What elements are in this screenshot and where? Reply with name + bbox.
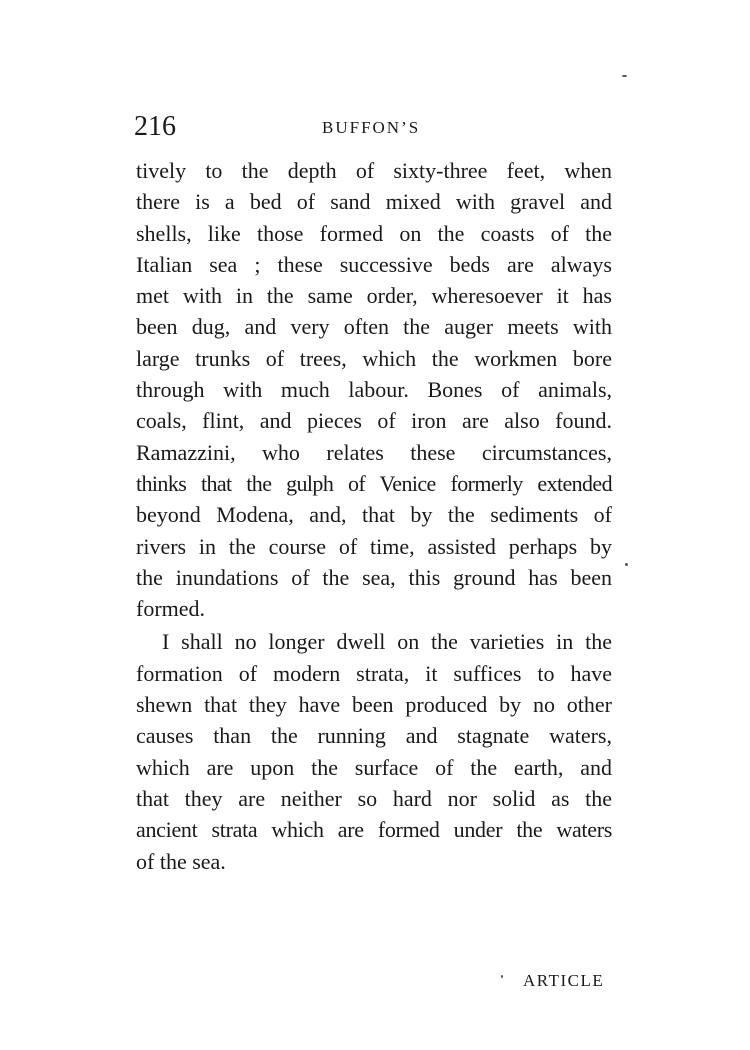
text-line: thinks that the gulph of Venice formerly extended — [136, 470, 612, 496]
text-line: formation of modern strata, it suffices to have — [136, 660, 612, 686]
text-line: beyond Modena, and, that by the sediments of — [136, 502, 612, 528]
text-line: that they are neither so hard nor solid as the — [136, 785, 612, 811]
paragraph-1 — [136, 155, 612, 624]
text-line: ancient strata which are formed under the waters — [136, 817, 612, 843]
text-line: formed. — [136, 596, 206, 622]
text-line: through with much labour. Bones of animals, — [136, 377, 612, 403]
print-speck — [625, 563, 628, 566]
text-line: of the sea. — [136, 848, 226, 874]
text-line: shewn that they have been produced by no other — [136, 692, 612, 718]
text-line: shells, like those formed on the coasts of the — [136, 220, 612, 246]
text-line: large trunks of trees, which the workmen bore — [136, 345, 612, 371]
text-line: tively to the depth of sixty-three feet, when — [136, 158, 612, 183]
text-line: been dug, and very often the auger meets with — [136, 314, 612, 340]
text-line: which are upon the surface of the earth, and — [136, 754, 612, 780]
paragraph-2 — [136, 626, 612, 876]
running-head: BUFFON’S — [322, 118, 421, 137]
body-text — [136, 155, 612, 877]
text-line: coals, flint, and pieces of iron are also found. — [136, 408, 612, 434]
text-line: the inundations of the sea, this ground has been — [136, 564, 612, 590]
page-number: 216 — [134, 111, 176, 142]
text-line: I shall no longer dwell on the varieties in the — [162, 629, 612, 655]
print-speck — [622, 75, 627, 77]
text-line: Italian sea ; these successive beds are always — [136, 251, 612, 277]
text-line: Ramazzini, who relates these circumstances, — [136, 439, 612, 465]
text-line: there is a bed of sand mixed with gravel and — [136, 189, 612, 215]
text-line: met with in the same order, wheresoever it has — [136, 283, 612, 309]
text-line: rivers in the course of time, assisted perhaps by — [136, 533, 612, 559]
print-speck — [501, 975, 503, 978]
text-line: causes than the running and stagnate waters, — [136, 723, 612, 749]
catchword: ARTICLE — [523, 971, 605, 990]
